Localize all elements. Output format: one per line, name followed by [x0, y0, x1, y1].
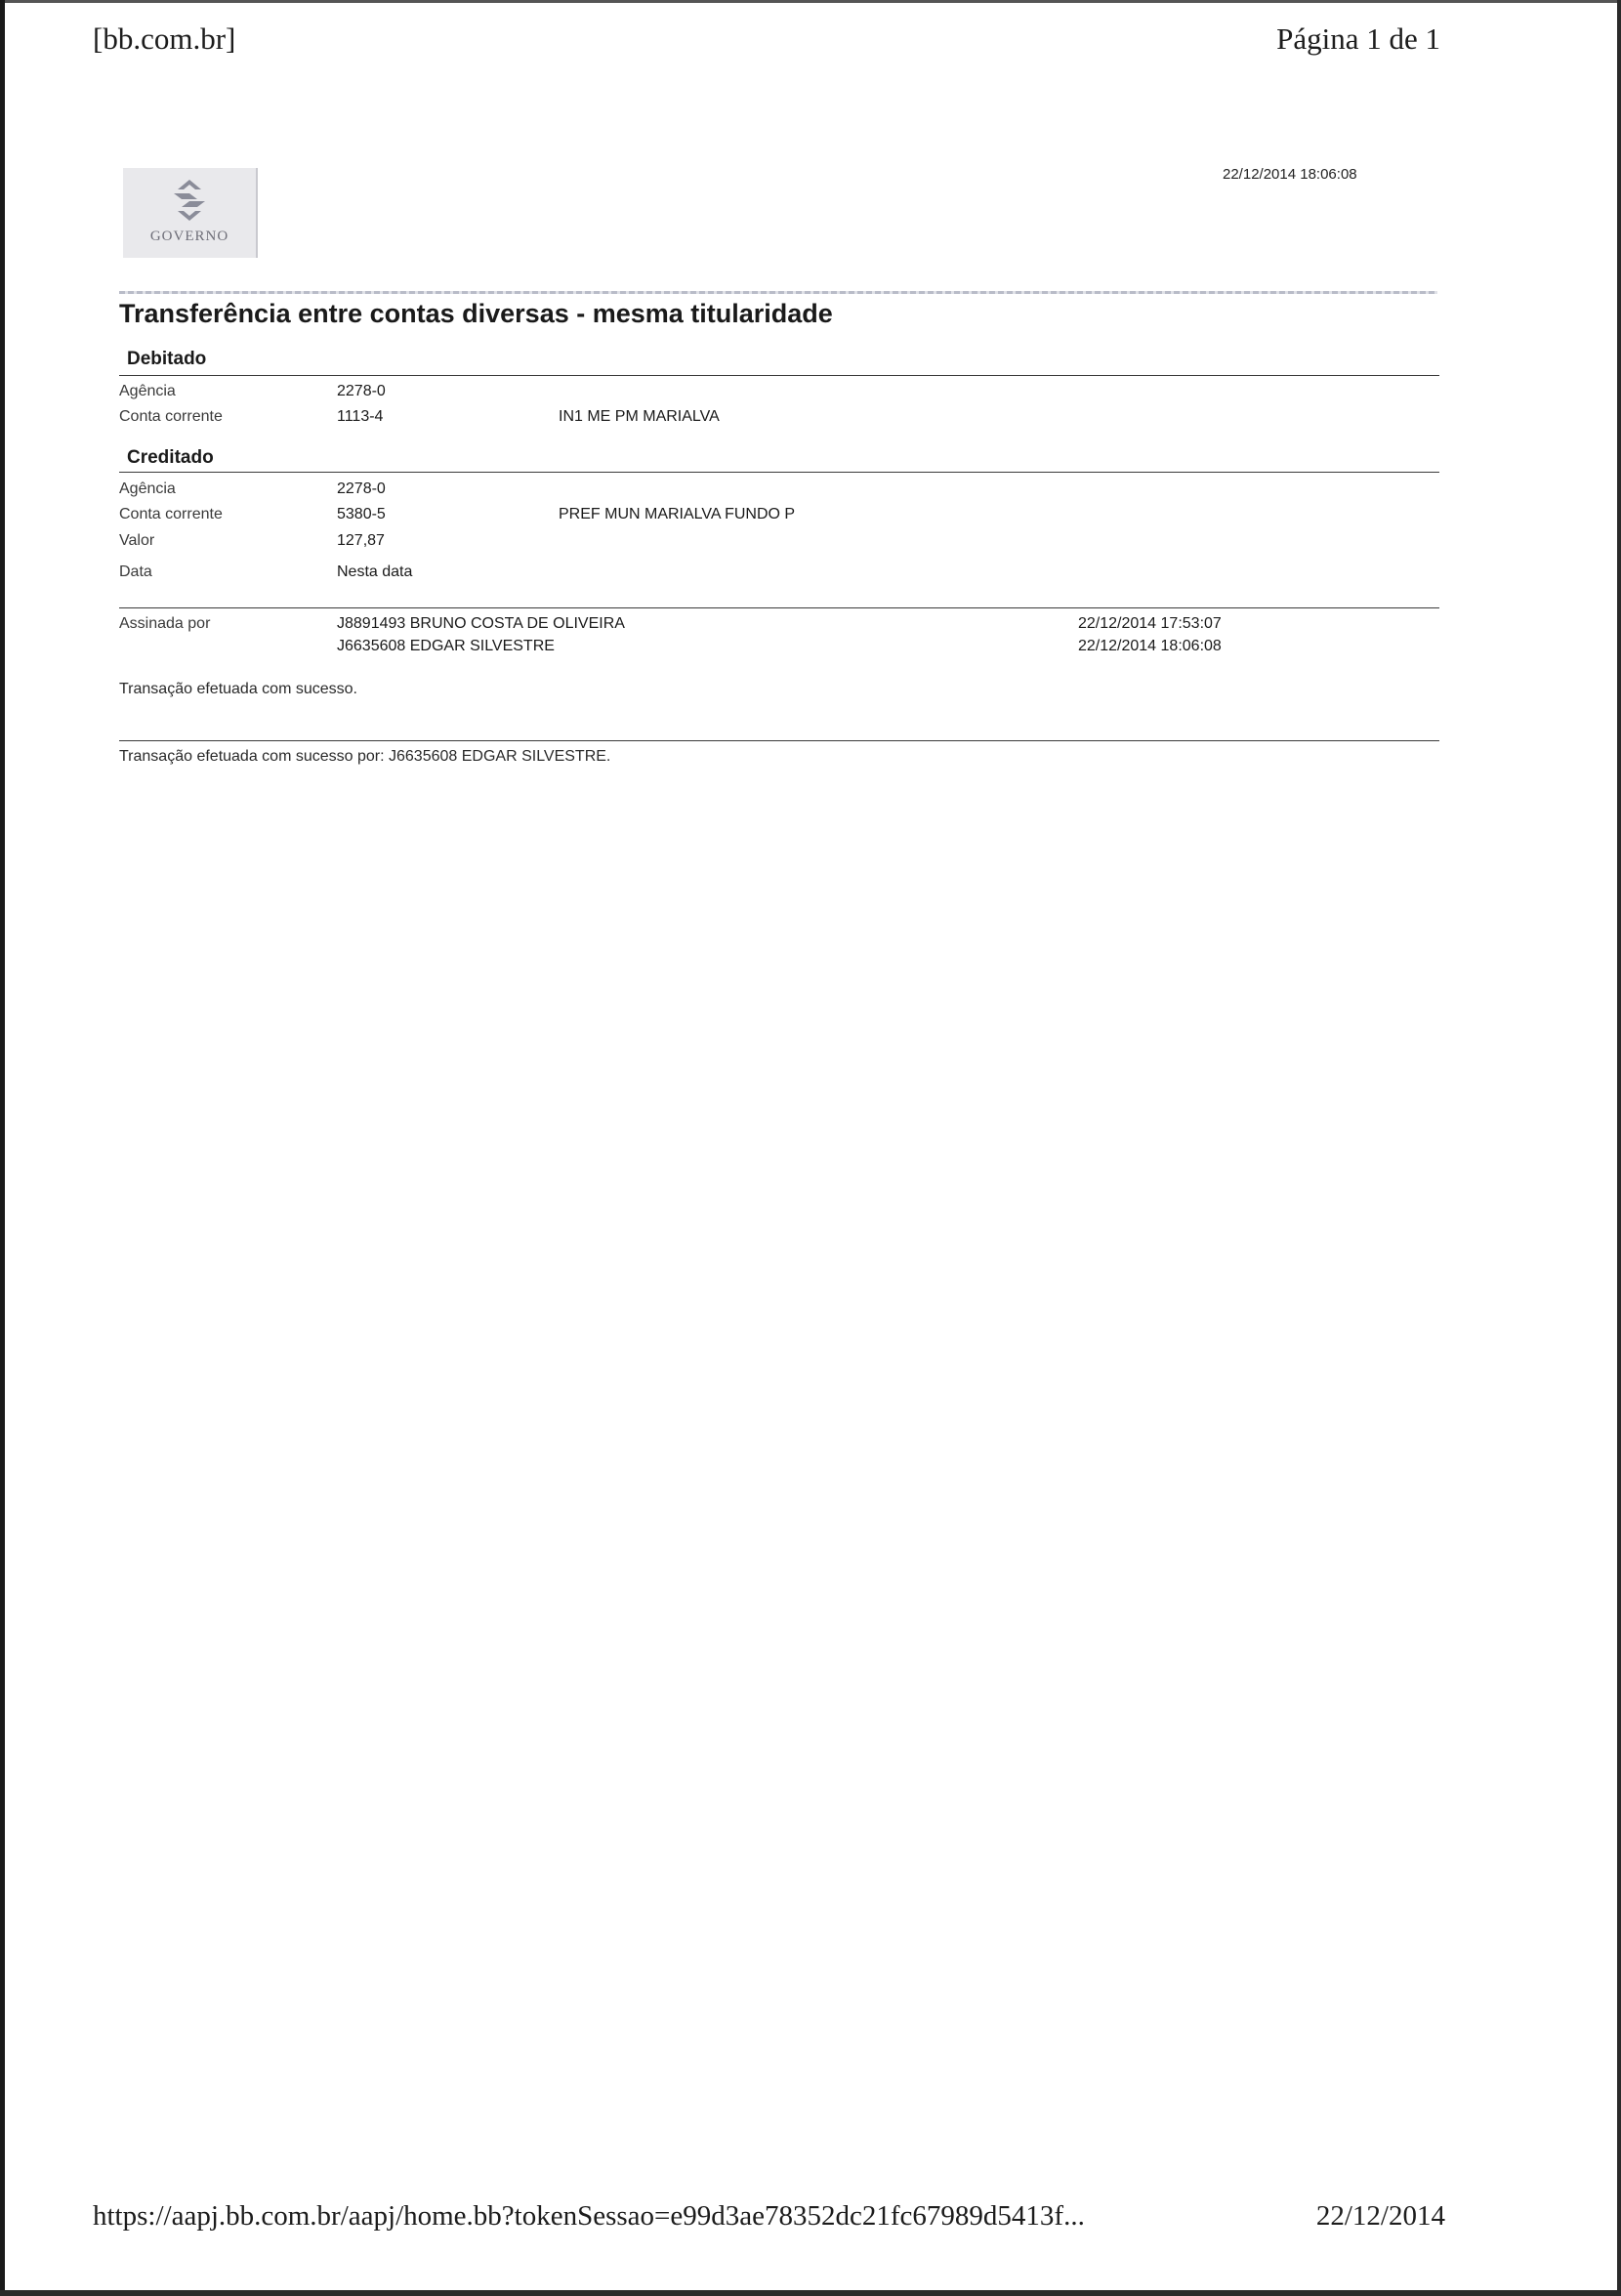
print-header-page: Página 1 de 1: [1276, 21, 1440, 56]
credit-agencia-value: 2278-0: [337, 480, 386, 497]
credit-data-value: Nesta data: [337, 564, 413, 580]
signer-datetime: 22/12/2014 17:53:07: [1078, 615, 1222, 632]
scan-edge-left: [0, 0, 5, 2296]
print-header-site: [bb.com.br]: [93, 21, 236, 56]
logo-text: GOVERNO: [149, 229, 229, 244]
final-rule: [119, 740, 1439, 741]
credit-data-label: Data: [119, 564, 152, 580]
scan-edge-top: [0, 0, 1621, 3]
section-heading-debitado: Debitado: [127, 349, 207, 369]
status-message: Transação efetuada com sucesso.: [119, 681, 357, 697]
credit-valor-label: Valor: [119, 532, 155, 549]
final-message: Transação efetuada com sucesso por: J6635608 EDGAR SILVESTRE.: [119, 748, 611, 765]
credit-valor-value: 127,87: [337, 532, 385, 549]
debit-conta-value: 1113-4: [337, 408, 384, 425]
credit-conta-holder: PREF MUN MARIALVA FUNDO P: [559, 506, 796, 522]
section-rule-debitado: [119, 375, 1439, 376]
debit-agencia-value: 2278-0: [337, 383, 386, 399]
scan-edge-bottom: [0, 2290, 1621, 2296]
debit-conta-label: Conta corrente: [119, 408, 223, 425]
page-title: Transferência entre contas diversas - mesma titularidade: [119, 299, 833, 328]
print-footer-url: https://aapj.bb.com.br/aapj/home.bb?tokenSessao=e99d3ae78352dc21fc67989d5413f...: [93, 2200, 1085, 2232]
assinada-por-label: Assinada por: [119, 615, 211, 632]
signatures-rule: [119, 607, 1439, 608]
signer-name: J6635608 EDGAR SILVESTRE: [337, 638, 555, 654]
section-rule-creditado: [119, 472, 1439, 473]
credit-conta-value: 5380-5: [337, 506, 386, 522]
debit-agencia-label: Agência: [119, 383, 176, 399]
receipt-timestamp: 22/12/2014 18:06:08: [1223, 166, 1357, 183]
signer-datetime: 22/12/2014 18:06:08: [1078, 638, 1222, 654]
header-divider: [119, 291, 1437, 294]
debit-conta-holder: IN1 ME PM MARIALVA: [559, 408, 720, 425]
credit-agencia-label: Agência: [119, 480, 176, 497]
credit-conta-label: Conta corrente: [119, 506, 223, 522]
print-footer-date: 22/12/2014: [1315, 2200, 1445, 2232]
section-heading-creditado: Creditado: [127, 447, 214, 468]
scan-edge-right: [1617, 0, 1621, 2296]
bank-logo: [123, 168, 258, 258]
signer-name: J8891493 BRUNO COSTA DE OLIVEIRA: [337, 615, 625, 632]
banco-do-brasil-logo-icon: [168, 178, 211, 228]
